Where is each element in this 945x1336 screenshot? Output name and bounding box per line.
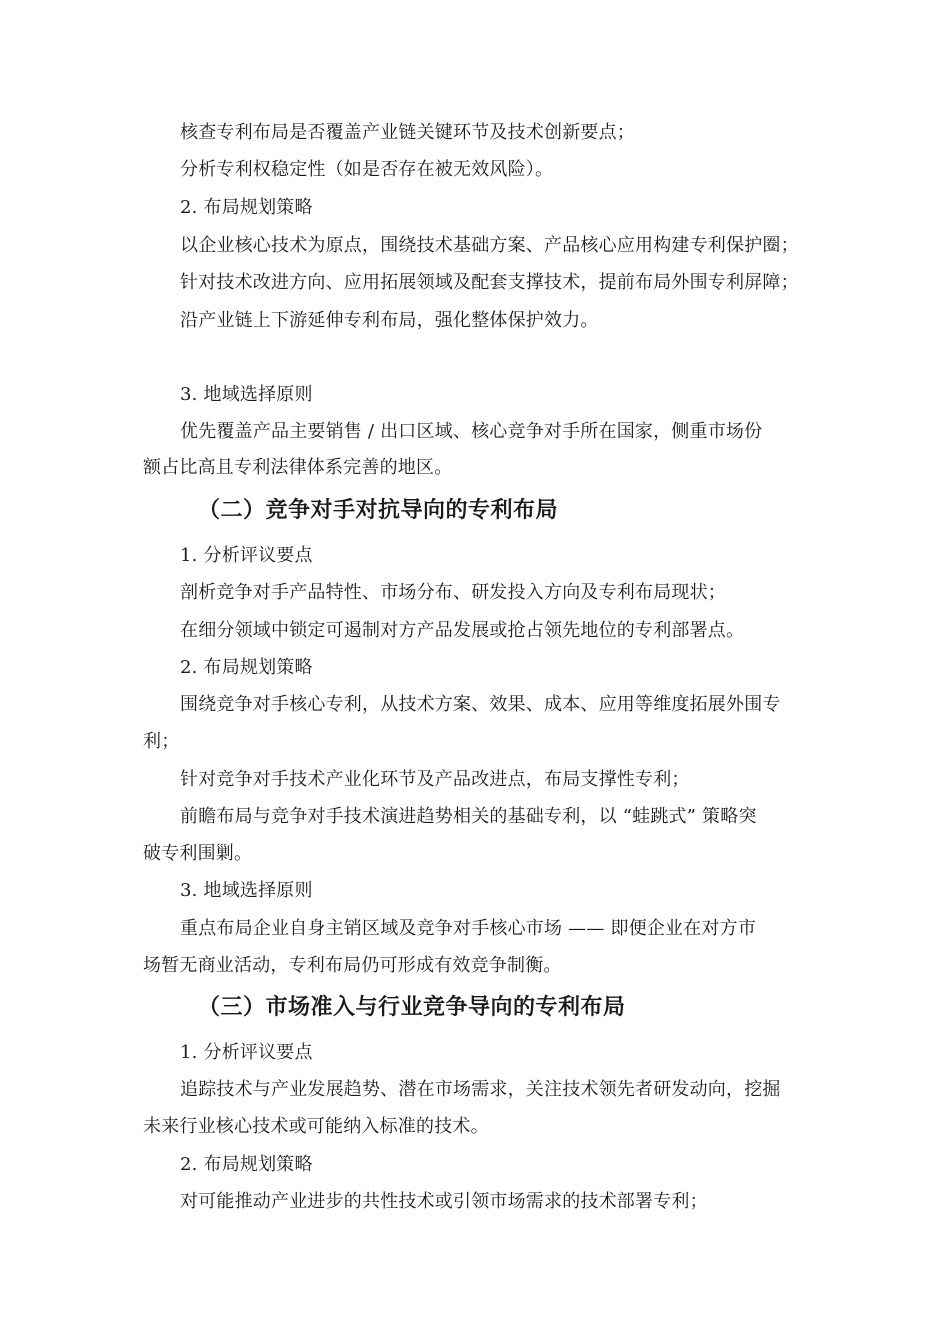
paragraph-line: 分析专利权稳定性（如是否存在被无效风险）。 [180, 159, 554, 180]
list-heading: 2. 布局规划策略 [180, 197, 313, 218]
list-heading: 3. 地域选择原则 [180, 880, 313, 901]
paragraph-line: 针对竞争对手技术产业化环节及产品改进点，布局支撑性专利； [180, 769, 690, 790]
list-heading: 2. 布局规划策略 [180, 657, 313, 678]
paragraph-line: 场暂无商业活动，专利布局仍可形成有效竞争制衡。 [143, 955, 562, 976]
paragraph-line: 针对技术改进方向、应用拓展领域及配套支撑技术，提前布局外围专利屏障； [180, 272, 799, 293]
paragraph-line: 围绕竞争对手核心专利，从技术方案、效果、成本、应用等维度拓展外围专 [180, 694, 781, 715]
list-heading: 2. 布局规划策略 [180, 1154, 313, 1175]
paragraph-line: 对可能推动产业进步的共性技术或引领市场需求的技术部署专利； [180, 1191, 708, 1212]
paragraph-line: 沿产业链上下游延伸专利布局，强化整体保护效力。 [180, 310, 599, 331]
section-heading: （三）市场准入与行业竞争导向的专利布局 [198, 995, 626, 1020]
paragraph-line: 前瞻布局与竞争对手技术演进趋势相关的基础专利，以 “蛙跳式” 策略突 [180, 806, 757, 827]
paragraph-line: 剖析竞争对手产品特性、市场分布、研发投入方向及专利布局现状； [180, 582, 726, 603]
paragraph-line: 追踪技术与产业发展趋势、潜在市场需求，关注技术领先者研发动向，挖掘 [180, 1079, 781, 1100]
paragraph-line: 未来行业核心技术或可能纳入标准的技术。 [143, 1116, 489, 1137]
list-heading: 1. 分析评议要点 [180, 545, 313, 566]
paragraph-line: 利； [143, 731, 180, 752]
paragraph-line: 在细分领域中锁定可遏制对方产品发展或抢占领先地位的专利部署点。 [180, 620, 745, 641]
list-heading: 3. 地域选择原则 [180, 384, 313, 405]
paragraph-line: 重点布局企业自身主销区域及竞争对手核心市场 —— 即便企业在对方市 [180, 918, 757, 939]
section-heading: （二）竞争对手对抗导向的专利布局 [198, 498, 559, 523]
paragraph-line: 优先覆盖产品主要销售 / 出口区域、核心竞争对手所在国家，侧重市场份 [180, 421, 763, 442]
paragraph-line: 核查专利布局是否覆盖产业链关键环节及技术创新要点； [180, 122, 635, 143]
list-heading: 1. 分析评议要点 [180, 1042, 313, 1063]
paragraph-line: 额占比高且专利法律体系完善的地区。 [143, 457, 453, 478]
paragraph-line: 破专利围剿。 [143, 843, 253, 864]
paragraph-line: 以企业核心技术为原点，围绕技术基础方案、产品核心应用构建专利保护圈； [180, 235, 799, 256]
